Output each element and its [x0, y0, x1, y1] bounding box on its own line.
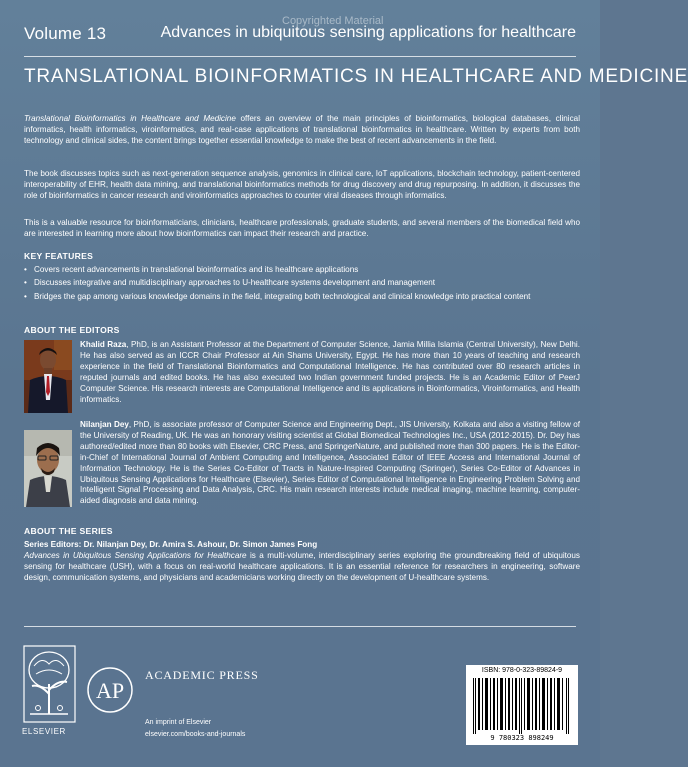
copyright-watermark: Copyrighted Material	[282, 15, 384, 27]
editor-photo-khalid-raza	[24, 340, 72, 413]
divider	[24, 56, 576, 57]
elsevier-tree-logo-icon	[22, 644, 77, 724]
volume-number: 13	[86, 24, 107, 43]
editors-heading: ABOUT THE EDITORS	[24, 325, 120, 335]
divider	[24, 626, 576, 627]
isbn-barcode-box	[466, 665, 578, 745]
publisher-url: elsevier.com/books-and-journals	[145, 731, 246, 738]
imprint-line: An imprint of Elsevier	[145, 719, 212, 726]
series-name: Advances in ubiquitous sensing applications for healthcare	[160, 24, 576, 41]
academic-press-logo-icon	[86, 666, 134, 714]
series-heading: ABOUT THE SERIES	[24, 526, 113, 536]
academic-press-name: ACADEMIC PRESS	[145, 668, 259, 682]
list-item: • Discusses integrative and multidisciplinary approaches to U-healthcare systems development and management	[24, 278, 580, 289]
editor-bio-nilanjan-dey: Nilanjan Dey, PhD, is associate professor of Computer Science and Engineering Dept., JIS University, Kolkata and also a visiting fellow of the University of Reading, UK. He was an honorary visiting scientist at Global Biomedical Technologies Inc., USA (2012-2015). Dr. Dey has authored/edited more than 80 books with Elsevier, CRC Press, and SpringerNature, and published more than 300 papers. He is the Editor-in-Chief of International Journal of Ambient Computing and Intelligence, Associated Editor of IEEE Access and International Journal of Information Technology. He is the Series Co-Editor of Tracts in Nature-Inspired Computing (Springer), Series Co-Editor of Advances in Ubiquitous Sensing Applications for Healthcare (Elsevier), Series Editor of Computational Intelligence in Engineering Problem Solving and Intelligent Signal Processing and Data Analysis, CRC. His main research interests include medical imaging, machine learning, computer-aided diagnosis and data mining.	[80, 420, 580, 506]
elsevier-wordmark: ELSEVIER	[22, 727, 66, 736]
list-item: • Bridges the gap among various knowledge domains in the field, integrating both technological and clinical knowledge into practical content	[24, 292, 580, 303]
isbn-label: ISBN: 978-0-323-89824-9	[481, 667, 563, 674]
list-item: • Covers recent advancements in translational bioinformatics and its healthcare applications	[24, 265, 580, 276]
intro-paragraph-1: Translational Bioinformatics in Healthcare and Medicine offers an overview of the main principles of bioinformatics, biological databases, clinical informatics, health informatics, viroinformatics, and real-case applications of translational bioinformatics in healthcare. Written by experts from both technology and clinical sides, the content brings together essential knowledge to make the best of recent advancements in the field.	[24, 114, 580, 145]
editor-bio-khalid-raza: Khalid Raza, PhD, is an Assistant Professor at the Department of Computer Science, Jamia Millia Islamia (Central University), New Delhi. He has also served as an ICCR Chair Professor at Ain Shams University, Egypt. He has more than 10 years of teaching and research experience in the field of Translational Bioinformatics and Computational Intelligence. He has contributed over 80 research articles in reputed journals and edited books. He has also executed two Indian government funded projects. He is an Academic Editor of PeerJ Computer Science. His research interests are Computational Intelligence and its applications in Bioinformatics, Viroinformatics, and Health informatics.	[80, 340, 580, 404]
ap-monogram: AP	[95, 678, 125, 703]
barcode	[471, 678, 573, 734]
series-description: Advances in Ubiquitous Sensing Applications for Healthcare is a multi-volume, interdisciplinary series exploring the groundbreaking field of ubiquitous sensing for healthcare (USH), with a focus on real-world healthcare applications. It is an essential reference for researchers in engineering, software design, communication systems, and physicians and academicians working directly on the development of U-healthcare systems.	[24, 551, 580, 582]
barcode-digits: 9 780323 898249	[490, 734, 554, 742]
volume-label: Volume 13	[24, 24, 107, 43]
key-features-heading: KEY FEATURES	[24, 251, 94, 261]
editor-photo-nilanjan-dey	[24, 430, 72, 507]
intro-paragraph-2: The book discusses topics such as next-generation sequence analysis, genomics in clinical care, IoT applications, blockchain technology, patient-centered interoperability of EHR, health data mining, and translational bioinformatics methods for drug discovery and drug repurposing. In addition, it discusses the role of bioinformatics in cancer research and viroinformatics approaches to counter viral diseases through informatics.	[24, 169, 580, 200]
book-title: TRANSLATIONAL BIOINFORMATICS IN HEALTHCARE AND MEDICINE	[24, 66, 688, 87]
key-features-list	[24, 265, 580, 305]
series-header	[24, 24, 576, 50]
series-editors: Series Editors: Dr. Nilanjan Dey, Dr. Amira S. Ashour, Dr. Simon James Fong	[24, 540, 318, 549]
intro-paragraph-3: This is a valuable resource for bioinformaticians, clinicians, healthcare professionals, graduate students, and several members of the biomedical field who are interested in learning more about how bioinformatics can impact their research and practice.	[24, 218, 580, 238]
